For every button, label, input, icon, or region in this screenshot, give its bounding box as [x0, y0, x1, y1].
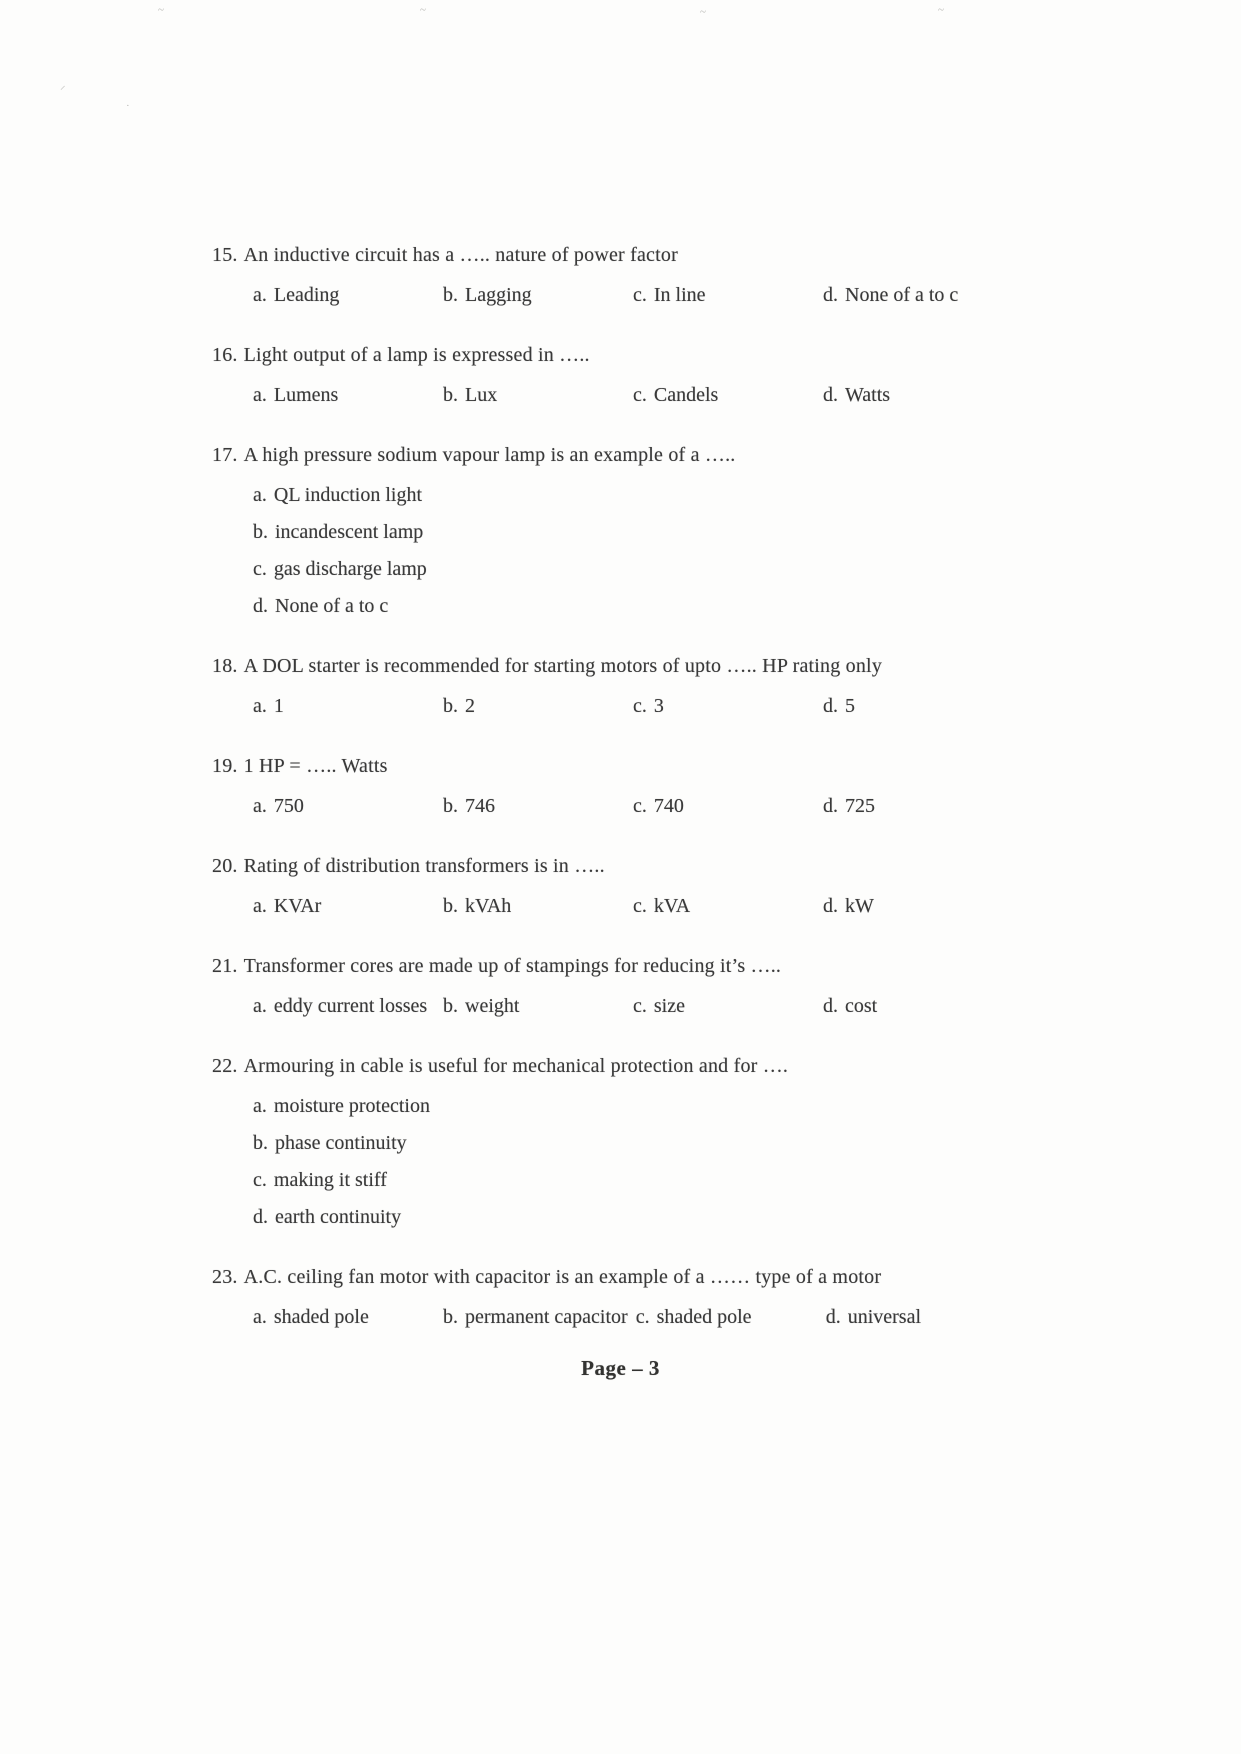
question-text: 1 HP = ….. Watts: [243, 755, 388, 777]
option-letter: d.: [823, 695, 838, 717]
option-letter: a.: [253, 484, 267, 506]
question-line: [212, 853, 1072, 879]
option: [253, 482, 1072, 508]
option-letter: c.: [633, 384, 647, 406]
option: [823, 693, 1013, 719]
question-block: [212, 1053, 1072, 1230]
option-text: In line: [653, 284, 706, 306]
scan-artifact: ⸝: [60, 80, 66, 92]
option-letter: c.: [633, 995, 647, 1017]
option: [633, 893, 823, 919]
question-line: [212, 653, 1072, 679]
option-letter: b.: [443, 795, 458, 817]
option-text: making it stiff: [273, 1169, 387, 1191]
option-text: None of a to c: [845, 284, 959, 306]
option-letter: d.: [823, 895, 838, 917]
option-text: moisture protection: [273, 1095, 430, 1117]
scan-artifact: ~: [700, 6, 706, 18]
question-line: [212, 442, 1072, 468]
option: [253, 282, 443, 308]
option: [633, 382, 823, 408]
question-text: A high pressure sodium vapour lamp is an example of a …..: [243, 444, 736, 466]
options-group: [212, 1304, 1072, 1330]
option-letter: c.: [633, 795, 647, 817]
option: [253, 1304, 443, 1330]
option-text: earth continuity: [275, 1206, 402, 1228]
option-text: kVAh: [465, 895, 512, 917]
options-group: [212, 382, 1072, 408]
option-text: 3: [653, 695, 664, 717]
option-letter: d.: [253, 1206, 268, 1228]
options-group: [212, 893, 1072, 919]
question-number: 19.: [212, 755, 238, 777]
option: [823, 382, 1013, 408]
option-letter: c.: [253, 558, 267, 580]
option-letter: a.: [253, 284, 267, 306]
option: [823, 993, 1013, 1019]
option-letter: b.: [443, 1306, 458, 1328]
question-text: An inductive circuit has a ….. nature of power factor: [243, 244, 678, 266]
option-letter: d.: [823, 384, 838, 406]
option-text: phase continuity: [275, 1132, 407, 1154]
option-letter: c.: [633, 895, 647, 917]
option-text: eddy current losses: [273, 995, 428, 1017]
option-text: Candels: [653, 384, 719, 406]
option: [253, 1167, 1072, 1193]
question-number: 23.: [212, 1266, 238, 1288]
option-letter: b.: [443, 895, 458, 917]
option-letter: b.: [443, 384, 458, 406]
option-letter: b.: [443, 695, 458, 717]
option: [823, 793, 1013, 819]
question-number: 17.: [212, 444, 238, 466]
question-number: 22.: [212, 1055, 238, 1077]
question-number: 15.: [212, 244, 238, 266]
question-number: 21.: [212, 955, 238, 977]
question-block: [212, 1264, 1072, 1330]
question-number: 18.: [212, 655, 238, 677]
option-text: 5: [845, 695, 855, 717]
page-footer: Page – 3: [581, 1356, 660, 1380]
question-text: A.C. ceiling fan motor with capacitor is an example of a …… type of a motor: [243, 1266, 882, 1288]
question-block: [212, 653, 1072, 719]
option: [443, 1304, 636, 1330]
option-letter: c.: [633, 695, 647, 717]
option-text: 740: [653, 795, 684, 817]
option: [633, 793, 823, 819]
question-text: A DOL starter is recommended for starting motors of upto ….. HP rating only: [243, 655, 883, 677]
scan-artifact: ~: [158, 4, 164, 16]
question-line: [212, 1053, 1072, 1079]
option-text: size: [653, 995, 685, 1017]
option-letter: a.: [253, 895, 267, 917]
option-letter: d.: [253, 595, 268, 617]
option: [633, 993, 823, 1019]
question-text: Armouring in cable is useful for mechanical protection and for ….: [243, 1055, 789, 1077]
scan-artifact: ~: [420, 4, 426, 16]
option-text: None of a to c: [275, 595, 389, 617]
option-text: shaded pole: [273, 1306, 369, 1328]
option: [443, 382, 633, 408]
question-block: [212, 853, 1072, 919]
option: [633, 693, 823, 719]
option-text: kVA: [653, 895, 691, 917]
question-block: [212, 242, 1072, 308]
option-letter: a.: [253, 1095, 267, 1117]
option: [253, 993, 443, 1019]
option: [253, 1130, 1072, 1156]
question-line: [212, 1264, 1072, 1290]
option-text: incandescent lamp: [275, 521, 424, 543]
option-text: shaded pole: [656, 1306, 752, 1328]
question-block: [212, 953, 1072, 1019]
option-text: kW: [845, 895, 874, 917]
option: [253, 893, 443, 919]
option-letter: a.: [253, 1306, 267, 1328]
option-text: universal: [847, 1306, 921, 1328]
question-line: [212, 953, 1072, 979]
question-block: [212, 753, 1072, 819]
options-group: [212, 282, 1072, 308]
option: [443, 282, 633, 308]
option: [253, 1093, 1072, 1119]
question-block: [212, 342, 1072, 408]
option-text: Watts: [845, 384, 891, 406]
option-text: permanent capacitor: [465, 1306, 628, 1328]
option-letter: d.: [823, 795, 838, 817]
option: [443, 993, 633, 1019]
question-line: [212, 753, 1072, 779]
scan-artifact: ~: [938, 4, 944, 16]
option-text: 725: [845, 795, 875, 817]
option: [826, 1304, 1016, 1330]
option-letter: b.: [253, 1132, 268, 1154]
question-number: 20.: [212, 855, 238, 877]
option: [253, 793, 443, 819]
option-text: KVAr: [273, 895, 322, 917]
option: [253, 1204, 1072, 1230]
option: [443, 793, 633, 819]
option-letter: d.: [823, 995, 838, 1017]
option-text: 750: [273, 795, 304, 817]
option: [253, 556, 1072, 582]
option-text: QL induction light: [273, 484, 423, 506]
option-letter: c.: [253, 1169, 267, 1191]
option-text: weight: [465, 995, 520, 1017]
option-letter: c.: [635, 1306, 650, 1328]
option: [823, 282, 1013, 308]
question-text: Transformer cores are made up of stampings for reducing it’s …..: [243, 955, 782, 977]
option-text: 1: [273, 695, 284, 717]
option: [253, 519, 1072, 545]
option-letter: d.: [823, 284, 838, 306]
options-group: [212, 993, 1072, 1019]
question-list: [212, 242, 1072, 1364]
option-letter: b.: [443, 995, 458, 1017]
options-group: [212, 482, 1072, 619]
option-letter: d.: [825, 1306, 841, 1328]
option: [636, 1304, 826, 1330]
option-letter: a.: [253, 384, 267, 406]
option: [443, 693, 633, 719]
option-text: cost: [845, 995, 878, 1017]
question-line: [212, 342, 1072, 368]
option: [253, 693, 443, 719]
options-group: [212, 793, 1072, 819]
option: [823, 893, 1013, 919]
question-text: Rating of distribution transformers is in …..: [243, 855, 605, 877]
option: [253, 382, 443, 408]
option-text: gas discharge lamp: [273, 558, 427, 580]
option-letter: b.: [253, 521, 268, 543]
question-number: 16.: [212, 344, 238, 366]
question-block: [212, 442, 1072, 619]
option-letter: a.: [253, 795, 267, 817]
option: [253, 593, 1072, 619]
option-letter: a.: [253, 695, 267, 717]
option-letter: b.: [443, 284, 458, 306]
question-text: Light output of a lamp is expressed in …..: [243, 344, 590, 366]
option: [633, 282, 823, 308]
option-text: 746: [465, 795, 495, 817]
options-group: [212, 1093, 1072, 1230]
option-text: 2: [465, 695, 475, 717]
options-group: [212, 693, 1072, 719]
option-text: Lagging: [465, 284, 532, 306]
option: [443, 893, 633, 919]
scan-artifact: ·: [126, 100, 130, 112]
option-text: Lumens: [273, 384, 339, 406]
option-text: Leading: [273, 284, 340, 306]
option-letter: c.: [633, 284, 647, 306]
question-line: [212, 242, 1072, 268]
option-letter: a.: [253, 995, 267, 1017]
option-text: Lux: [465, 384, 498, 406]
